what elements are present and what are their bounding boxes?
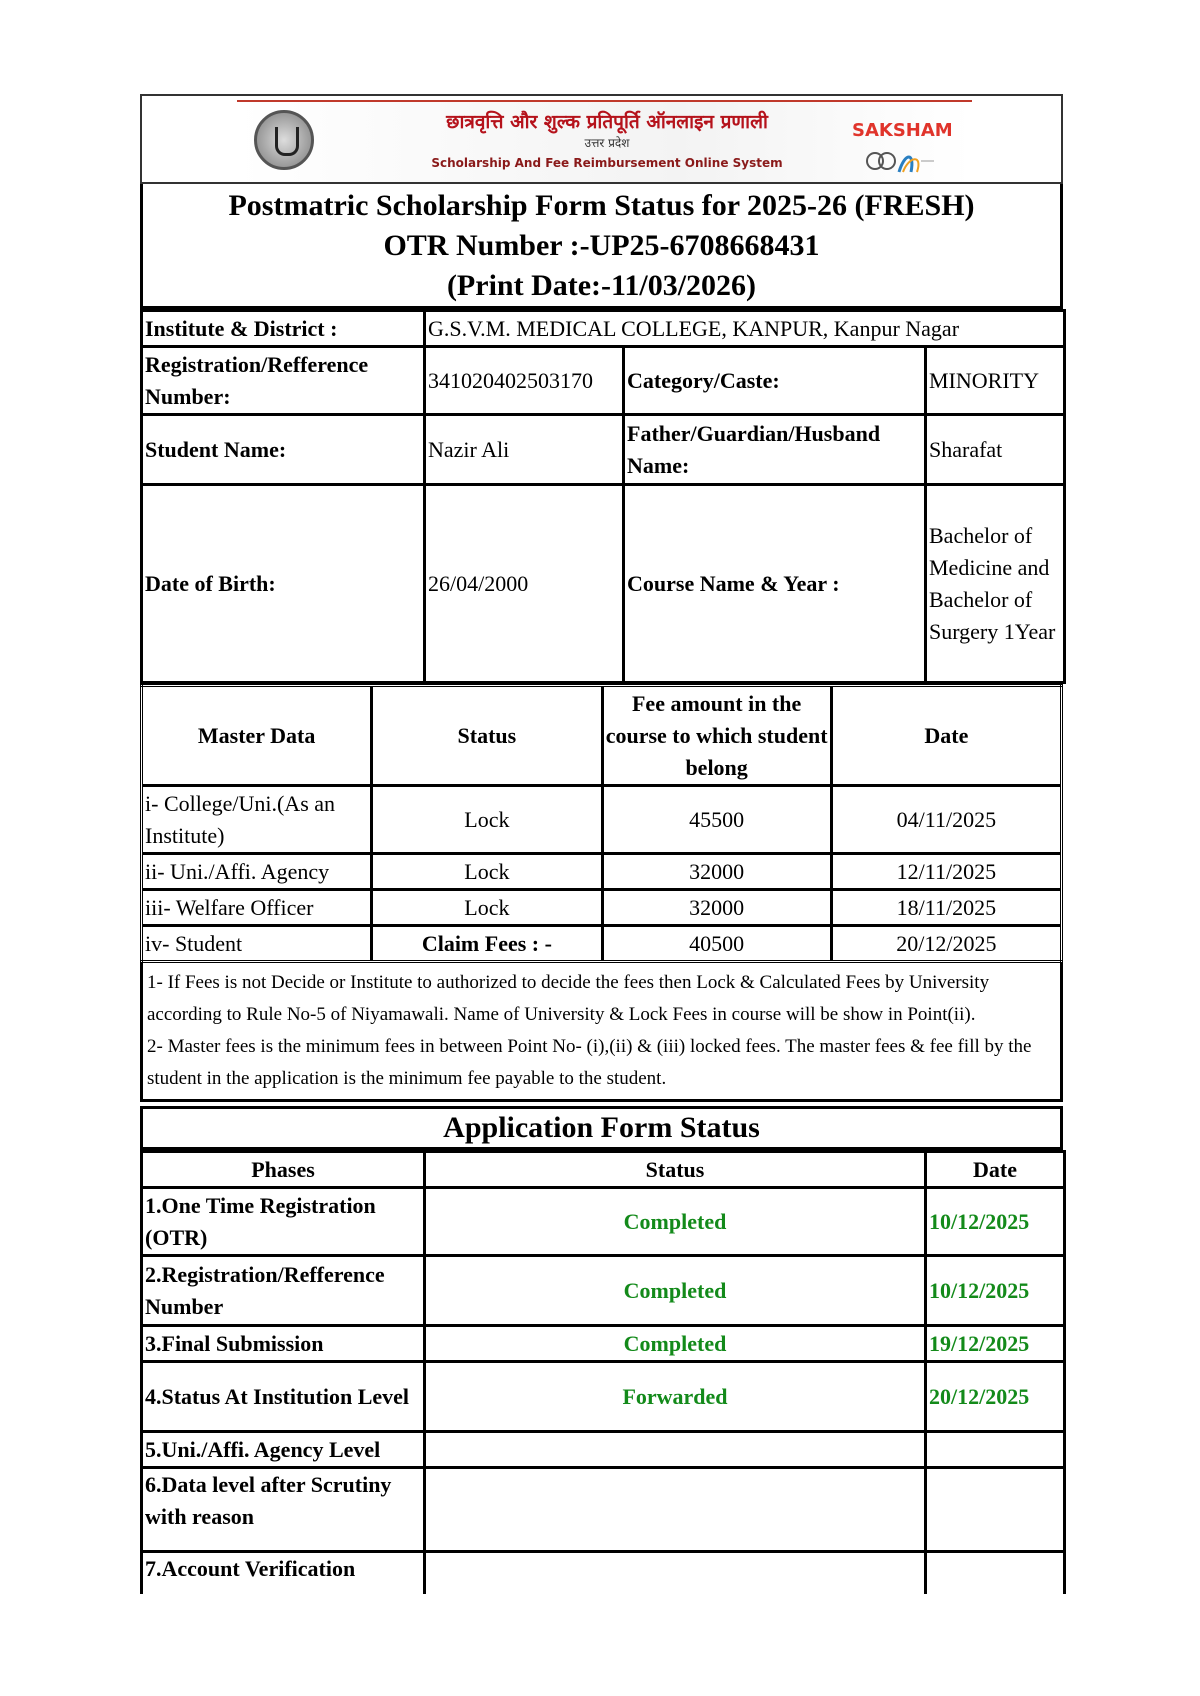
banner-english-subtitle: Scholarship And Fee Reimbursement Online System xyxy=(431,156,783,170)
master-row-status: Claim Fees : - xyxy=(372,926,602,962)
master-row-date: 12/11/2025 xyxy=(831,854,1061,890)
fee-notes xyxy=(140,963,1063,1102)
table-row xyxy=(142,1326,1065,1362)
student-name-value: Nazir Ali xyxy=(425,415,624,485)
app-header-status: Status xyxy=(425,1152,926,1188)
master-row-status: Lock xyxy=(372,890,602,926)
master-header-date: Date xyxy=(831,686,1061,786)
status-document xyxy=(140,94,1063,1594)
fee-note-1: 1- If Fees is not Decide or Institute to authorized to decide the fees then Lock & Calculated Fees by University according to Rule No-5 of Niyamawali. Name of University & Lock Fees in course will be show in Point(ii). xyxy=(147,972,990,1025)
form-title: Postmatric Scholarship Form Status for 2025-26 (FRESH) xyxy=(228,189,975,222)
form-title-block xyxy=(140,184,1063,309)
app-status xyxy=(425,1468,926,1552)
category-label: Category/Caste: xyxy=(624,347,926,415)
student-name-label: Student Name: xyxy=(142,415,425,485)
master-row-status: Lock xyxy=(372,786,602,854)
master-row-label: ii- Uni./Affi. Agency xyxy=(142,854,372,890)
table-row xyxy=(142,890,1062,926)
app-status: Completed xyxy=(425,1326,926,1362)
master-row-label: iv- Student xyxy=(142,926,372,962)
application-status-table xyxy=(140,1150,1066,1594)
master-header-fee: Fee amount in the course to which student belong xyxy=(602,686,831,786)
header-banner xyxy=(140,94,1063,184)
registration-value: 341020402503170 xyxy=(425,347,624,415)
table-row xyxy=(142,1362,1065,1432)
app-status xyxy=(425,1552,926,1594)
category-value: MINORITY xyxy=(926,347,1065,415)
table-row xyxy=(142,854,1062,890)
app-date: 10/12/2025 xyxy=(926,1188,1065,1256)
app-date: 20/12/2025 xyxy=(926,1362,1065,1432)
table-row xyxy=(142,1468,1065,1552)
app-date: 10/12/2025 xyxy=(926,1256,1065,1326)
master-row-fee: 32000 xyxy=(602,854,831,890)
app-date: 19/12/2025 xyxy=(926,1326,1065,1362)
banner-hindi-subtitle: उत्तर प्रदेश xyxy=(584,136,630,150)
app-date xyxy=(926,1552,1065,1594)
banner-strip xyxy=(237,100,972,182)
otr-number: OTR Number :-UP25-6708668431 xyxy=(383,229,820,262)
app-status: Forwarded xyxy=(425,1362,926,1432)
app-phase: 6.Data level after Scrutiny with reason xyxy=(142,1468,425,1552)
table-row xyxy=(142,1256,1065,1326)
app-phase: 3.Final Submission xyxy=(142,1326,425,1362)
master-row-fee: 32000 xyxy=(602,890,831,926)
master-row-status: Lock xyxy=(372,854,602,890)
fee-note-2: 2- Master fees is the minimum fees in between Point No- (i),(ii) & (iii) locked fees. The master fees & fee fill by the student in the application is the minimum fee payable to the student. xyxy=(147,1036,1032,1089)
master-data-table xyxy=(140,684,1063,963)
app-phase: 2.Registration/Refference Number xyxy=(142,1256,425,1326)
app-status xyxy=(425,1432,926,1468)
app-header-date: Date xyxy=(926,1152,1065,1188)
master-row-label: i- College/Uni.(As an Institute) xyxy=(142,786,372,854)
application-status-title: Application Form Status xyxy=(140,1106,1063,1150)
saksham-brand: SAKSHAM xyxy=(852,120,953,141)
banner-hindi-title: छात्रवृत्ति और शुल्क प्रतिपूर्ति ऑनलाइन प्रणाली xyxy=(446,111,768,133)
master-row-date: 18/11/2025 xyxy=(831,890,1061,926)
table-row xyxy=(142,926,1062,962)
app-phase: 4.Status At Institution Level xyxy=(142,1362,425,1432)
master-row-fee: 45500 xyxy=(602,786,831,854)
dob-label: Date of Birth: xyxy=(142,485,425,683)
course-value: Bachelor of Medicine and Bachelor of Surgery 1Year xyxy=(926,485,1065,683)
course-label: Course Name & Year : xyxy=(624,485,926,683)
table-row xyxy=(142,1188,1065,1256)
master-header-status: Status xyxy=(372,686,602,786)
app-status: Completed xyxy=(425,1256,926,1326)
app-date xyxy=(926,1468,1065,1552)
table-row xyxy=(142,1552,1065,1594)
master-header-data: Master Data xyxy=(142,686,372,786)
up-emblem-icon xyxy=(254,110,314,170)
institute-label: Institute & District : xyxy=(142,311,425,347)
dob-value: 26/04/2000 xyxy=(425,485,624,683)
app-status: Completed xyxy=(425,1188,926,1256)
table-row xyxy=(142,1432,1065,1468)
app-phase: 1.One Time Registration (OTR) xyxy=(142,1188,425,1256)
app-date xyxy=(926,1432,1065,1468)
app-phase: 7.Account Verification xyxy=(142,1552,425,1594)
print-date: (Print Date:-11/03/2026) xyxy=(446,269,757,302)
father-name-label: Father/Guardian/Husband Name: xyxy=(624,415,926,485)
app-header-phases: Phases xyxy=(142,1152,425,1188)
father-name-value: Sharafat xyxy=(926,415,1065,485)
saksham-logo-icon xyxy=(865,148,935,174)
master-row-date: 20/12/2025 xyxy=(831,926,1061,962)
student-info-table xyxy=(140,309,1066,684)
app-phase: 5.Uni./Affi. Agency Level xyxy=(142,1432,425,1468)
master-row-label: iii- Welfare Officer xyxy=(142,890,372,926)
master-row-date: 04/11/2025 xyxy=(831,786,1061,854)
master-row-fee: 40500 xyxy=(602,926,831,962)
registration-label: Registration/Refference Number: xyxy=(142,347,425,415)
table-row xyxy=(142,786,1062,854)
institute-value: G.S.V.M. MEDICAL COLLEGE, KANPUR, Kanpur Nagar xyxy=(425,311,1065,347)
